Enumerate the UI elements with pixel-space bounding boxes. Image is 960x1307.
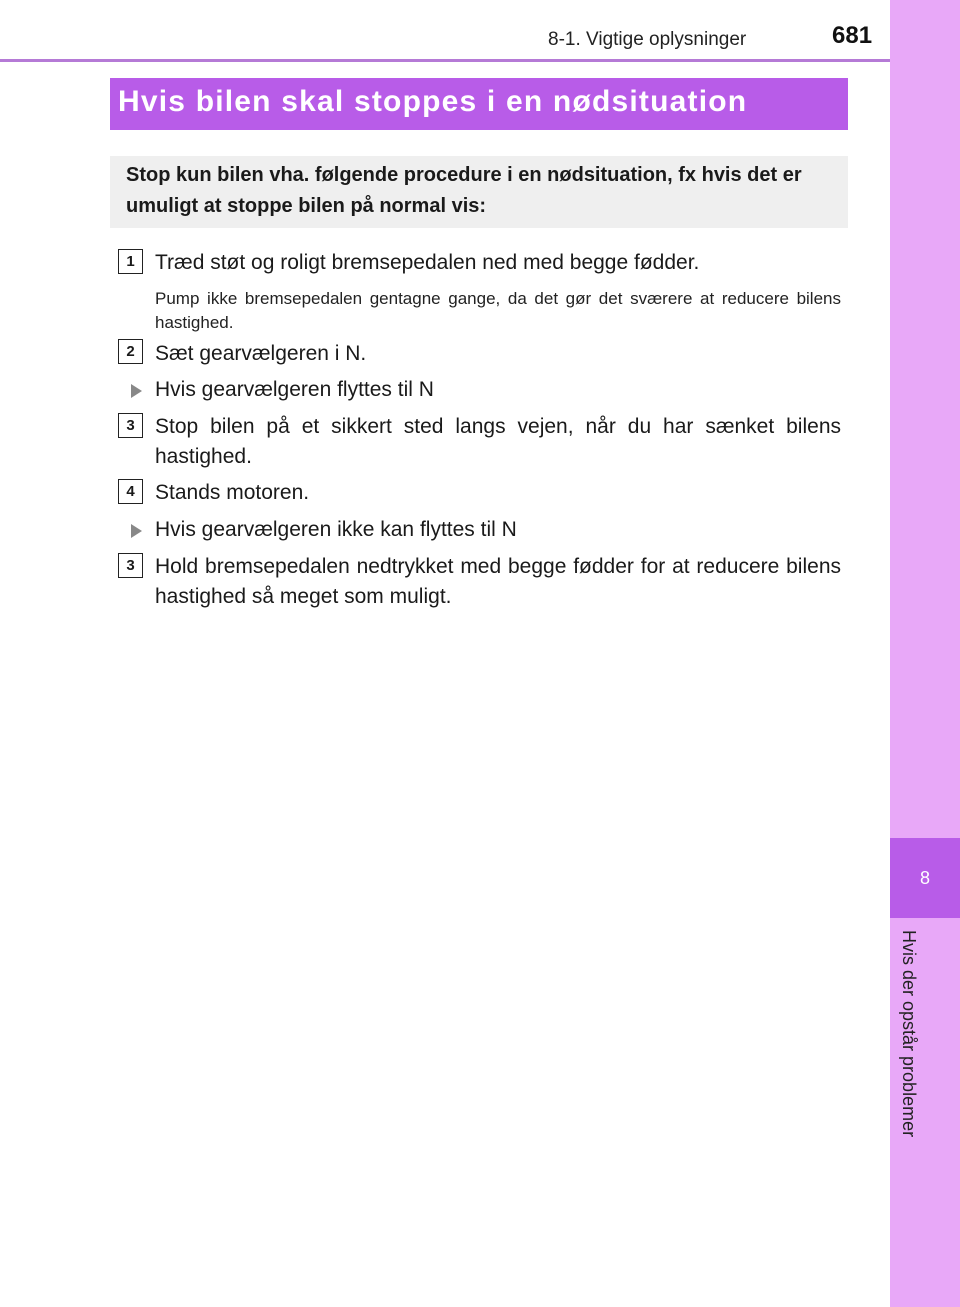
chapter-title: 8-1. Vigtige oplysninger bbox=[548, 29, 747, 50]
page-number: 681 bbox=[832, 22, 873, 49]
step-text: Sæt gearvælgeren i N. bbox=[155, 342, 367, 365]
step-number-badge: 3 bbox=[118, 553, 143, 578]
step-text: Stands motoren. bbox=[155, 481, 310, 504]
step-text: Stop bilen på et sikkert sted langs vejen, når du har sænket bilens hastighed. bbox=[155, 415, 841, 468]
step-text: Hold bremsepedalen nedtrykket med begge fødder for at reducere bilens hastighed så meget som muligt. bbox=[155, 555, 841, 608]
condition-label: Hvis gearvælgeren flyttes til N bbox=[155, 378, 434, 401]
section-title-bar bbox=[110, 78, 848, 130]
intro-note-text: Stop kun bilen vha. følgende procedure i en nødsituation, fx hvis det er umuligt at stoppe bilen på normal vis: bbox=[126, 164, 802, 217]
condition-label: Hvis gearvælgeren ikke kan flyttes til N bbox=[155, 518, 517, 541]
step-text: Træd støt og roligt bremsepedalen ned med begge fødder. bbox=[155, 251, 700, 274]
intro-note-box bbox=[110, 156, 848, 228]
section-title: Hvis bilen skal stoppes i en nødsituation bbox=[118, 85, 748, 118]
condition-arrow-icon bbox=[131, 524, 142, 538]
step-note: Pump ikke bremsepedalen gentagne gange, da det gør det sværere at reducere bilens hastighed. bbox=[155, 289, 841, 332]
side-tab-chapter-label: Hvis der opstår problemer bbox=[899, 930, 919, 1138]
step-number-badge: 3 bbox=[118, 413, 143, 438]
side-tab-chapter-number: 8 bbox=[890, 838, 960, 918]
step-number-badge: 4 bbox=[118, 479, 143, 504]
step-number-badge: 1 bbox=[118, 249, 143, 274]
condition-arrow-icon bbox=[131, 384, 142, 398]
header-divider bbox=[0, 59, 890, 62]
step-number-badge: 2 bbox=[118, 339, 143, 364]
